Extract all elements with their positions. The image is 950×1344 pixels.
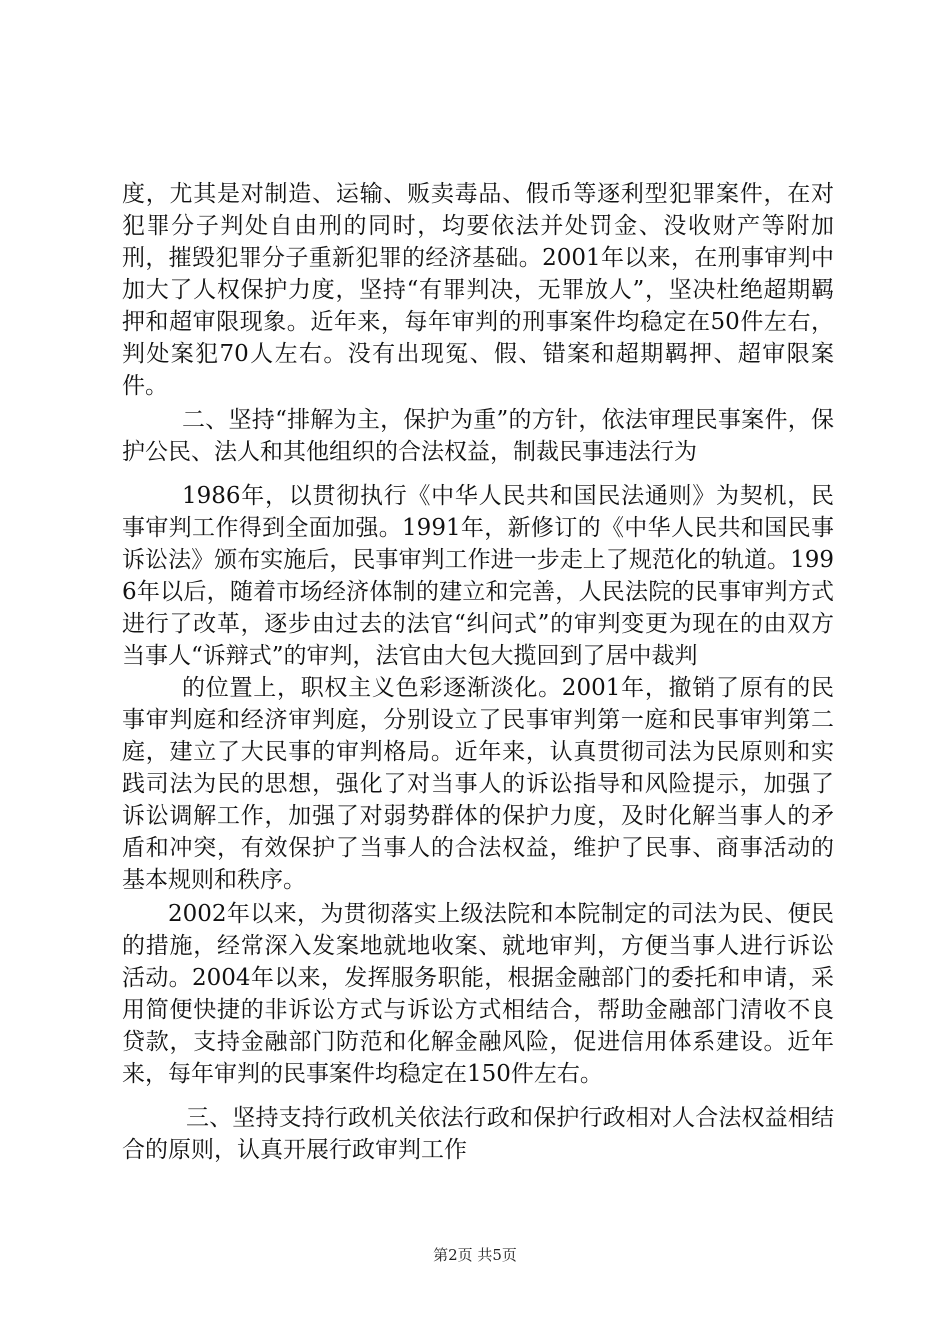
paragraph-civil-trial-reform: 的位置上，职权主义色彩逐渐淡化。2001年，撤销了原有的民事审判庭和经济审判庭，分别设立了民事审判第一庭和民事审判第二庭，建立了大民事的审判格局。近年来，认真贯彻司法为民原则和实践司法为民的思想，强化了对当事人的诉讼指导和风险提示，加强了诉讼调解工作，加强了对弱势群体的保护力度，及时化解当事人的矛盾和冲突，有效保护了当事人的合法权益，维护了民事、商事活动的基本规则和秩序。: [122, 675, 834, 893]
paragraph-civil-trial-history: 1986年，以贯彻执行《中华人民共和国民法通则》为契机，民事审判工作得到全面加强。1991年，新修订的《中华人民共和国民事诉讼法》颁布实施后，民事审判工作进一步走上了规范化的轨道。1996年以后，随着市场经济体制的建立和完善，人民法院的民事审判方式进行了改革，逐步由过去的法官“纠问式”的审判变更为现在的由双方当事人“诉辩式”的审判，法官由大包大揽回到了居中裁判: [122, 483, 834, 669]
paragraph-civil-trial-service: 2002年以来，为贯彻落实上级法院和本院制定的司法为民、便民的措施，经常深入发案地就地收案、就地审判，方便当事人进行诉讼活动。2004年以来，发挥服务职能，根据金融部门的委托和申请，采用简便快捷的非诉讼方式与诉讼方式相结合，帮助金融部门清收不良贷款，支持金融部门防范和化解金融风险，促进信用体系建设。近年来，每年审判的民事案件均稳定在150件左右。: [122, 901, 834, 1087]
document-body: [122, 178, 834, 1166]
paragraph-criminal-trial-continued: 度，尤其是对制造、运输、贩卖毒品、假币等逐利型犯罪案件，在对犯罪分子判处自由刑的同时，均要依法并处罚金、没收财产等附加刑，摧毁犯罪分子重新犯罪的经济基础。2001年以来，在刑事审判中加大了人权保护力度，坚持“有罪判决，无罪放人”，坚决杜绝超期羁押和超审限现象。近年来，每年审判的刑事案件均稳定在50件左右，判处案犯70人左右。没有出现冤、假、错案和超期羁押、超审限案件。: [122, 181, 834, 399]
section-heading-civil-trial: 二、坚持“排解为主，保护为重”的方针，依法审理民事案件，保护公民、法人和其他组织的合法权益，制裁民事违法行为: [122, 407, 834, 465]
section-heading-administrative-trial: 三、坚持支持行政机关依法行政和保护行政相对人合法权益相结合的原则，认真开展行政审判工作: [122, 1105, 834, 1163]
page-footer: 第2页 共5页: [433, 1246, 517, 1264]
